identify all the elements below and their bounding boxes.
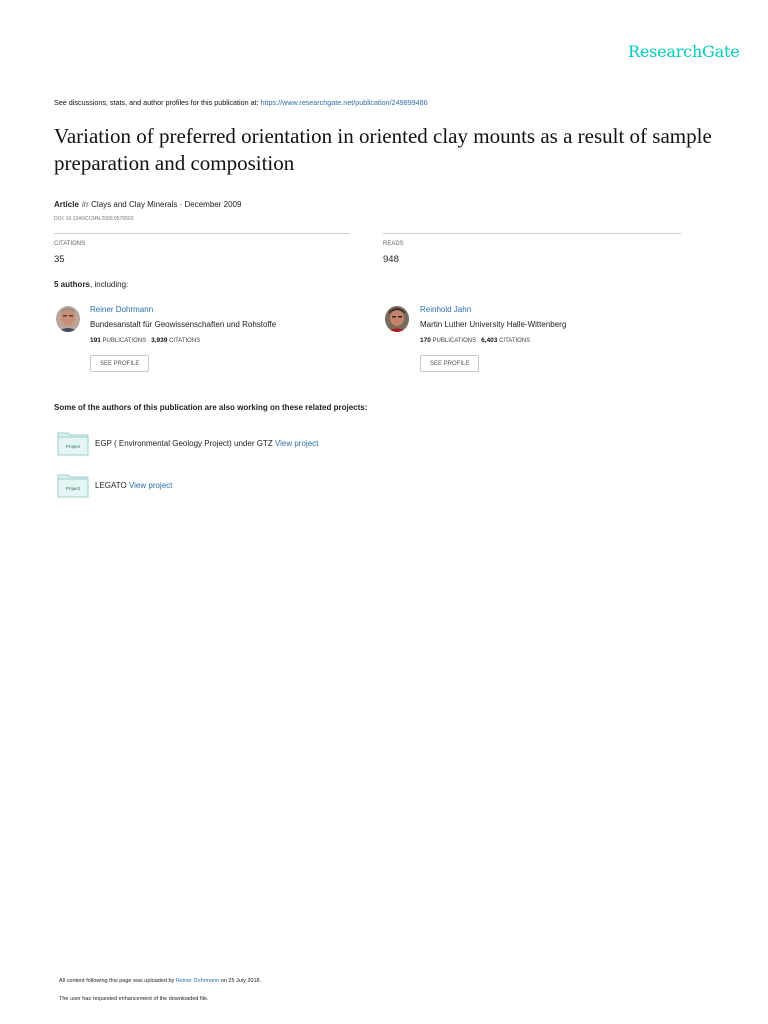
project-row-egp bbox=[95, 439, 318, 448]
upload-suffix: on 25 July 2018. bbox=[220, 978, 262, 984]
project-name: EGP ( Environmental Geology Project) under GTZ bbox=[95, 439, 273, 448]
in-label: in bbox=[81, 200, 89, 209]
folder-icon bbox=[57, 472, 89, 498]
researchgate-logo[interactable]: ResearchGate bbox=[628, 42, 740, 61]
view-project-link[interactable]: View project bbox=[274, 439, 319, 448]
authors-heading-rest: , including: bbox=[90, 280, 129, 289]
upload-notice bbox=[59, 978, 261, 984]
publication-url-link[interactable]: https://www.researchgate.net/publication/249899486 bbox=[260, 98, 428, 107]
author-avatar-jahn[interactable] bbox=[385, 306, 409, 332]
intro-text: See discussions, stats, and author profiles for this publication at: bbox=[54, 98, 259, 107]
project-icon-label: Project bbox=[65, 444, 81, 449]
publication-title: Variation of preferred orientation in oriented clay mounts as a result of sample preparation and composition bbox=[54, 124, 712, 175]
author-photo-icon bbox=[385, 306, 409, 332]
publications-count: 170 bbox=[420, 337, 431, 344]
citations-label: CITATIONS bbox=[169, 338, 201, 344]
publication-type: Article bbox=[54, 200, 79, 209]
citations-value: 35 bbox=[54, 254, 65, 265]
reads-label: READS bbox=[383, 241, 404, 247]
citations-count: 3,939 bbox=[151, 337, 168, 344]
publications-label: PUBLICATIONS bbox=[432, 338, 477, 344]
publication-doi: DOI: 10.1346/CCMN.2009.0570602 bbox=[54, 216, 134, 222]
author-institution-dohrmann: Bundesanstalt für Geowissenschaften und Rohstoffe bbox=[90, 320, 277, 329]
related-projects-heading: Some of the authors of this publication are also working on these related projects: bbox=[54, 403, 368, 412]
intro-line bbox=[54, 98, 428, 107]
authors-count: 5 authors bbox=[54, 280, 91, 289]
author-name-jahn[interactable]: Reinhold Jahn bbox=[420, 305, 472, 314]
see-profile-button-dohrmann[interactable]: SEE PROFILE bbox=[90, 355, 149, 372]
publication-source: Clays and Clay Minerals · December 2009 bbox=[91, 200, 242, 209]
citations-label: CITATIONS bbox=[54, 241, 86, 247]
enhancement-notice: The user has requested enhancement of the downloaded file. bbox=[59, 996, 209, 1002]
project-folder-icon[interactable] bbox=[57, 472, 89, 498]
publication-meta bbox=[54, 200, 241, 209]
citations-count: 6,403 bbox=[481, 337, 498, 344]
see-profile-button-jahn[interactable]: SEE PROFILE bbox=[420, 355, 479, 372]
uploader-link[interactable]: Reiner Dohrmann bbox=[175, 978, 220, 984]
project-name: LEGATO bbox=[95, 481, 127, 490]
author-avatar-dohrmann[interactable] bbox=[56, 306, 80, 332]
publications-count: 191 bbox=[90, 337, 101, 344]
project-icon-label: Project bbox=[65, 486, 81, 491]
author-institution-jahn: Martin Luther University Halle-Wittenberg bbox=[420, 320, 567, 329]
upload-prefix: All content following this page was uploaded by bbox=[59, 978, 175, 984]
author-counts-dohrmann bbox=[90, 337, 200, 344]
project-row-legato bbox=[95, 481, 172, 490]
project-folder-icon[interactable] bbox=[57, 430, 89, 456]
folder-icon bbox=[57, 430, 89, 456]
authors-heading bbox=[54, 280, 128, 289]
citations-label: CITATIONS bbox=[499, 338, 531, 344]
divider-right bbox=[383, 233, 681, 234]
divider-left bbox=[54, 233, 350, 234]
reads-value: 948 bbox=[383, 254, 399, 265]
publications-label: PUBLICATIONS bbox=[102, 338, 147, 344]
author-photo-icon bbox=[56, 306, 80, 332]
author-counts-jahn bbox=[420, 337, 530, 344]
author-name-dohrmann[interactable]: Reiner Dohrmann bbox=[90, 305, 154, 314]
view-project-link[interactable]: View project bbox=[128, 481, 173, 490]
